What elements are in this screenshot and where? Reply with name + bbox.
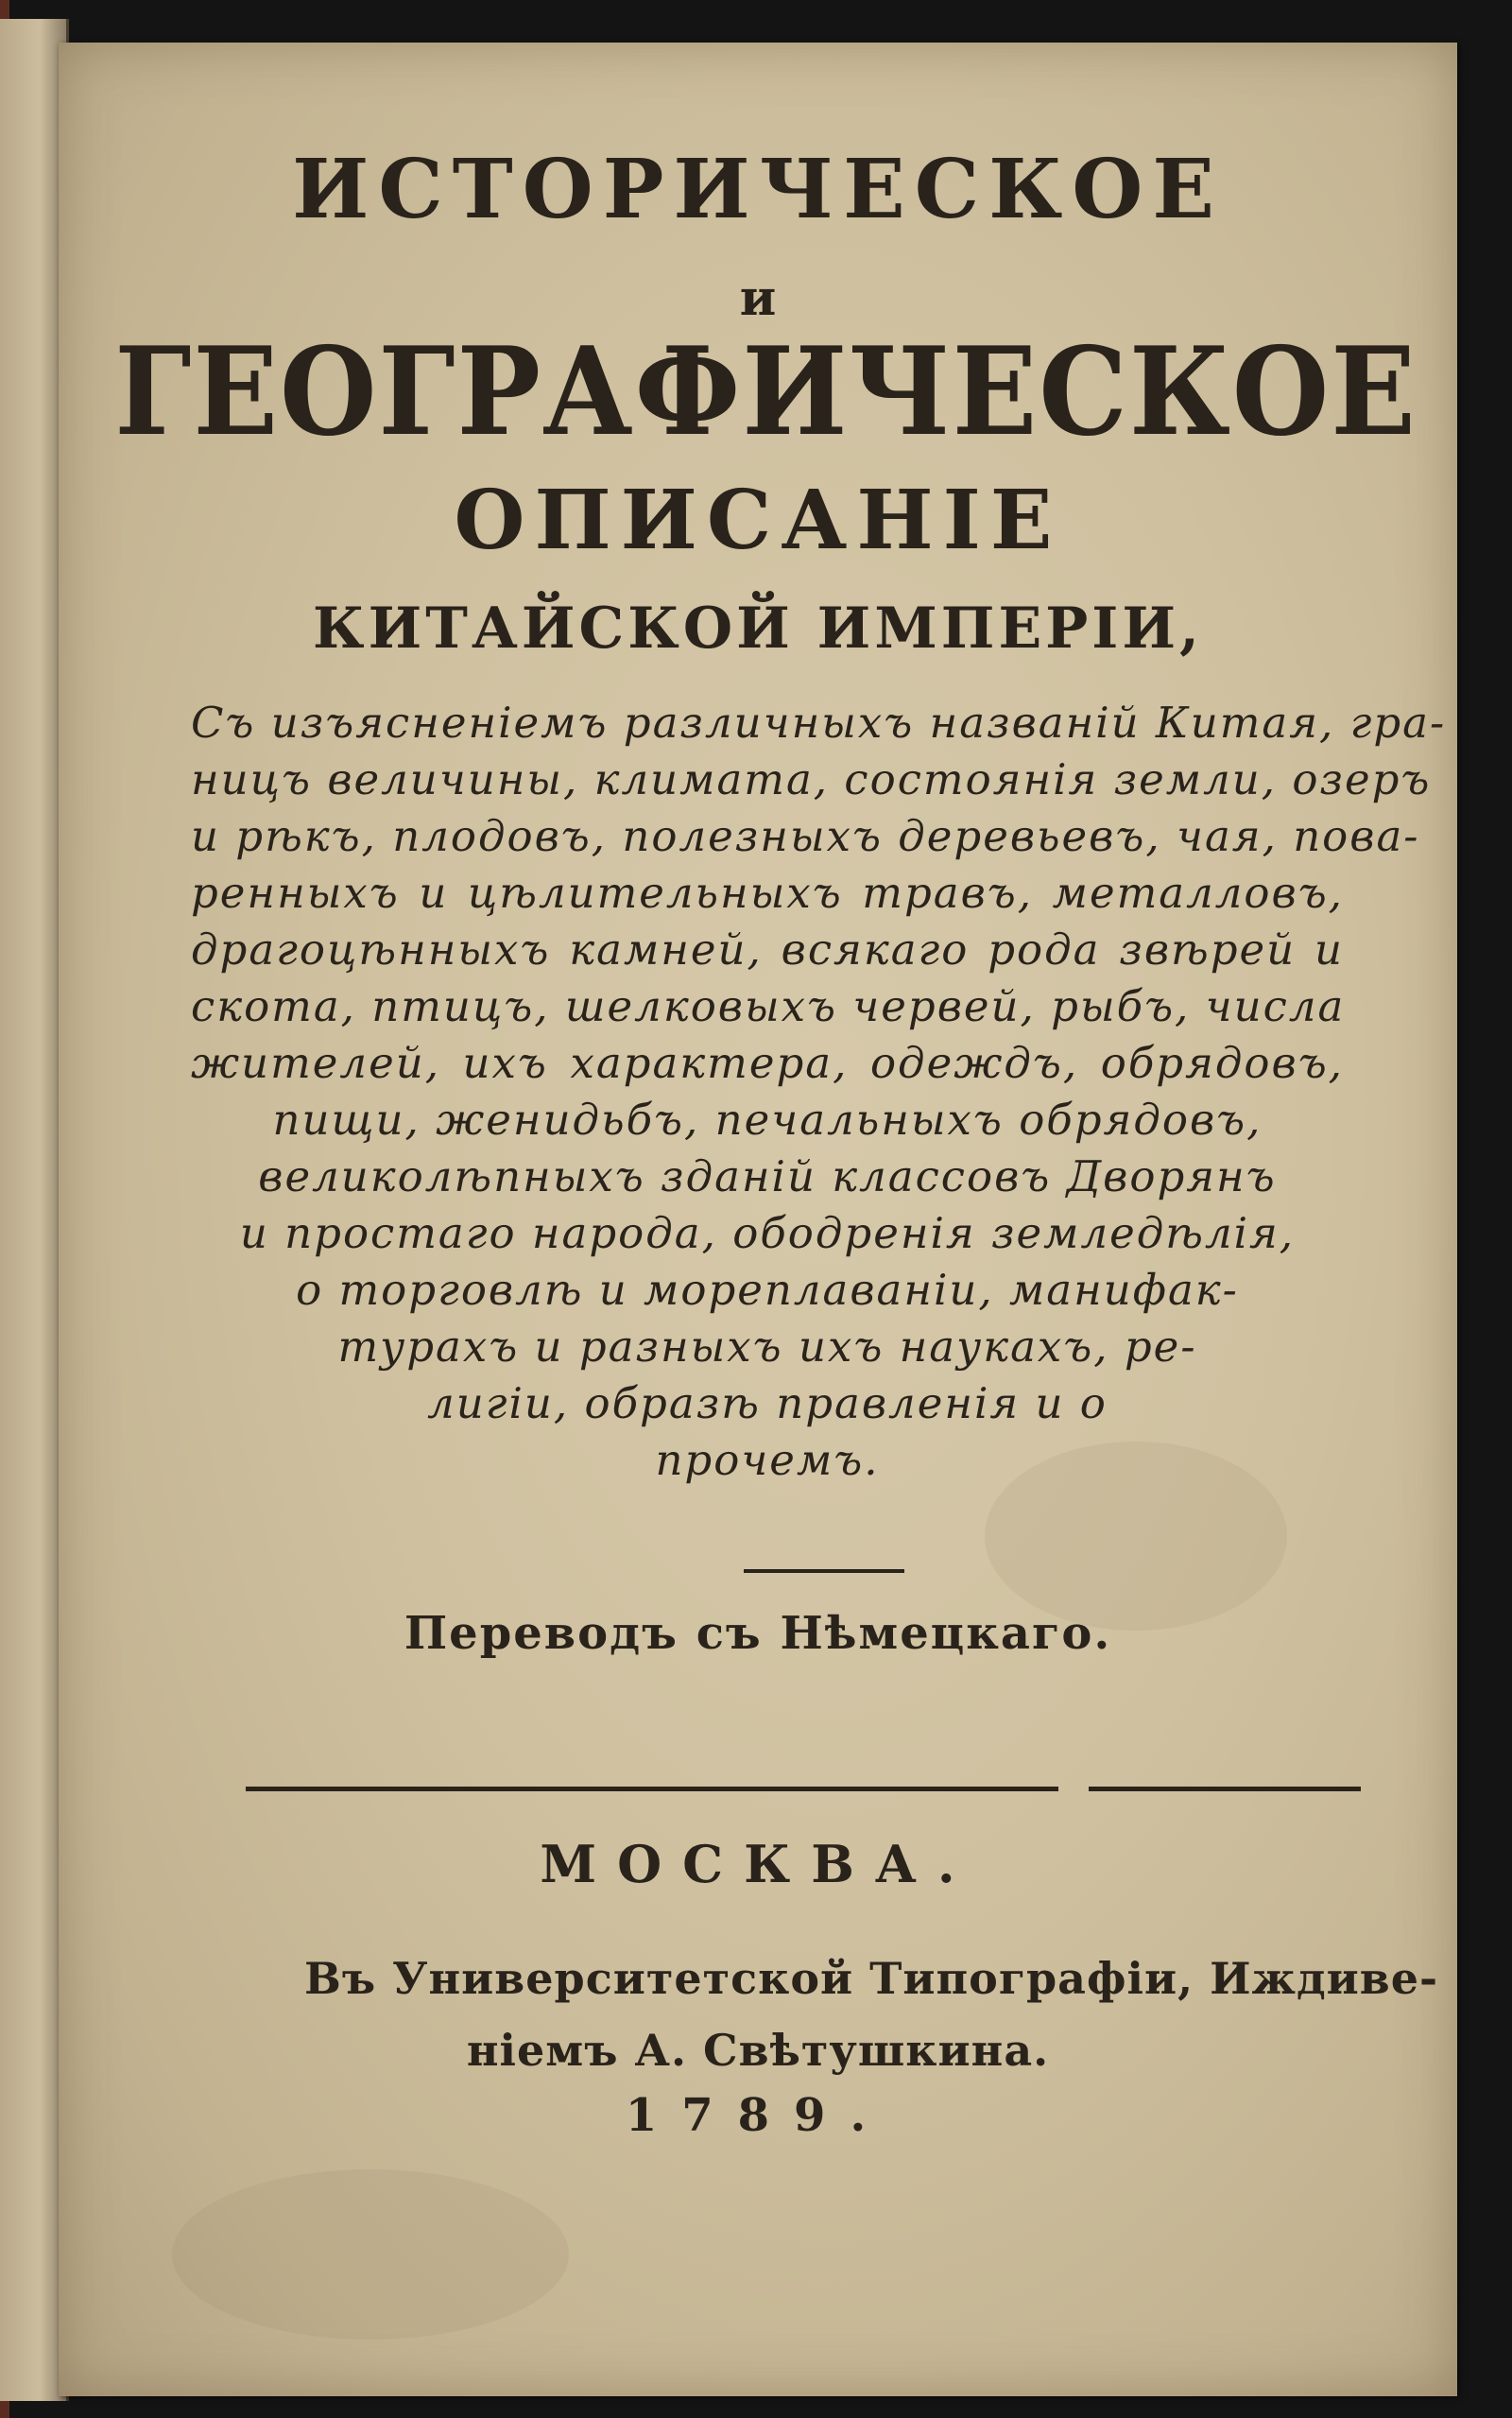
long-divider xyxy=(1089,1787,1361,1791)
title-conjunction: и xyxy=(739,269,777,327)
imprint-block xyxy=(304,1943,1439,2086)
imprint-city: МОСКВА. xyxy=(540,1834,976,1894)
subtitle-line: Съ изъясненіемъ различныхъ названій Китая, гра- xyxy=(191,698,1447,748)
subtitle-line: и простаго народа, ободренія земледѣлія, xyxy=(239,1208,1296,1258)
title-line-historical: ИСТОРИЧЕСКОЕ xyxy=(292,142,1224,237)
subtitle-line: скота, птицъ, шелковыхъ червей, рыбъ, числа xyxy=(191,981,1346,1031)
imprint-printer-line: Въ Университетской Типографіи, Иждиве- xyxy=(304,1953,1439,2004)
title-page xyxy=(59,43,1457,2396)
subtitle-line: ренныхъ и цѣлительныхъ травъ, металловъ, xyxy=(191,868,1344,918)
subtitle-line: турахъ и разныхъ ихъ наукахъ, ре- xyxy=(337,1321,1197,1372)
subtitle-line: лигіи, образѣ правленія и о xyxy=(427,1378,1108,1428)
subtitle-line: ницъ величины, климата, состоянія земли, озеръ xyxy=(191,754,1432,804)
subtitle-line: великолѣпныхъ зданій классовъ Дворянъ xyxy=(258,1151,1277,1201)
subtitle-line: пищи, женидьбъ, печальныхъ обрядовъ, xyxy=(272,1095,1263,1145)
imprint-publisher-line: ніемъ А. Свѣтушкина. xyxy=(466,2025,1050,2076)
title-line-chinese-empire: КИТАЙСКОЙ ИМПЕРІИ, xyxy=(313,596,1203,662)
paper-stain xyxy=(172,2169,569,2340)
translation-note: Переводъ съ Нѣмецкаго. xyxy=(404,1607,1112,1660)
short-divider xyxy=(744,1569,904,1573)
subtitle-line: прочемъ. xyxy=(655,1435,880,1485)
title-line-geographical: ГЕОГРАФИЧЕСКОЕ xyxy=(114,321,1418,463)
subtitle-line: и рѣкъ, плодовъ, полезныхъ деревьевъ, чая, пова- xyxy=(191,811,1420,861)
subtitle-line: о торговлѣ и мореплаваніи, манифак- xyxy=(296,1265,1239,1315)
title-line-description: ОПИСАНІЕ xyxy=(454,473,1062,568)
subtitle-line: жителей, ихъ характера, одеждъ, обрядовъ, xyxy=(191,1038,1344,1088)
subtitle-description xyxy=(191,695,1447,1489)
long-divider xyxy=(246,1787,1058,1791)
subtitle-line: драгоцѣнныхъ камней, всякаго рода звѣрей и xyxy=(191,924,1344,975)
imprint-year: 1789. xyxy=(625,2089,891,2142)
